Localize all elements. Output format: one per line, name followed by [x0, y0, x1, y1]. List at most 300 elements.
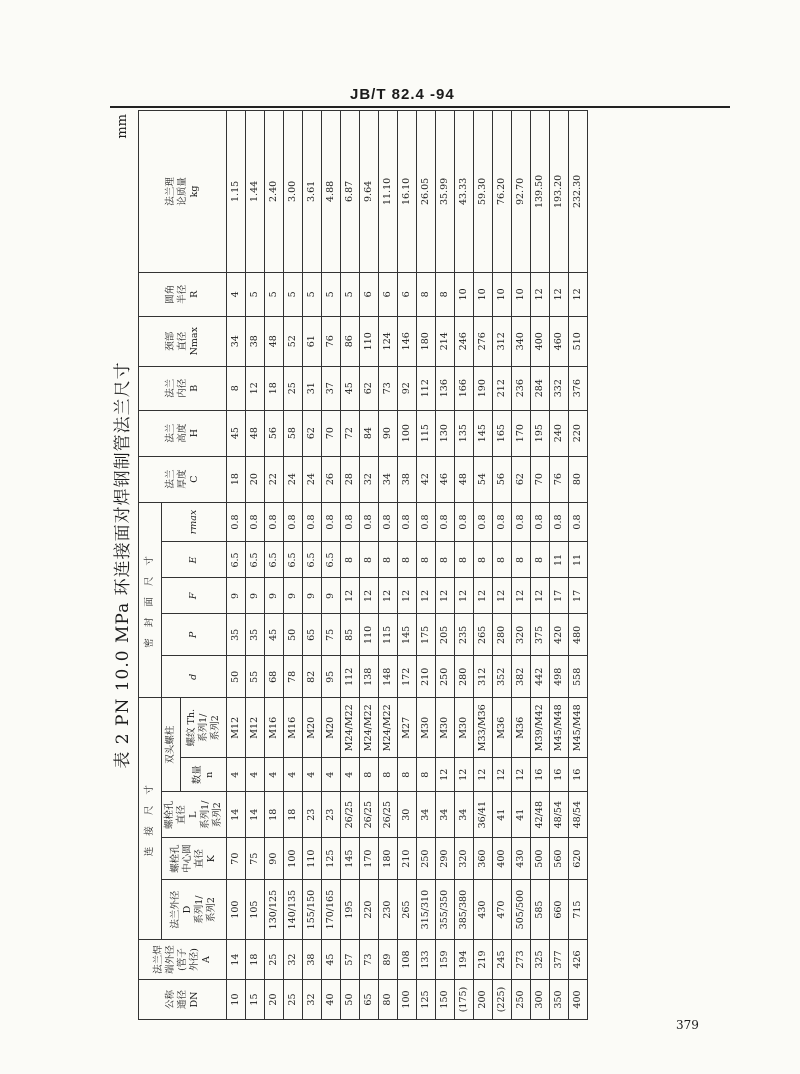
table-cell: 15 [246, 980, 265, 1020]
table-cell: 290 [436, 838, 455, 880]
table-cell: 136 [436, 366, 455, 410]
table-cell: M30 [417, 698, 436, 758]
flange-dimension-table [138, 110, 588, 1020]
table-cell: 18 [284, 792, 303, 838]
table-cell: 355/350 [436, 880, 455, 940]
table-cell: 470 [493, 880, 512, 940]
table-cell: 8 [417, 542, 436, 578]
table-cell: 300 [531, 980, 550, 1020]
table-row [360, 111, 379, 1020]
table-cell: 312 [474, 656, 493, 698]
table-cell: 8 [341, 542, 360, 578]
table-cell: 31 [303, 366, 322, 410]
table-cell: 1.44 [246, 111, 265, 273]
table-cell: M30 [455, 698, 474, 758]
table-cell: 325 [531, 940, 550, 980]
table-cell: 8 [360, 542, 379, 578]
table-cell: 245 [493, 940, 512, 980]
table-cell: 8 [417, 272, 436, 316]
table-cell: 80 [379, 980, 398, 1020]
header-h: 法兰 高度 H [139, 410, 227, 456]
header-dn: 公称 通径 DN [139, 980, 227, 1020]
header-a: 法兰焊 端外径 (管子 外径) A [139, 940, 227, 980]
table-cell: 50 [284, 614, 303, 656]
table-cell: 400 [493, 838, 512, 880]
table-cell: 56 [265, 410, 284, 456]
table-cell: 12 [474, 578, 493, 614]
table-cell: 125 [322, 838, 341, 880]
table-cell: M24/M22 [379, 698, 398, 758]
table-cell: 20 [246, 456, 265, 502]
header-f: F [162, 578, 227, 614]
table-row [436, 111, 455, 1020]
table-cell: 155/150 [303, 880, 322, 940]
table-cell: 170 [512, 410, 531, 456]
table-cell: 10 [493, 272, 512, 316]
table-cell: 16.10 [398, 111, 417, 273]
header-seal: 密 封 面 尺 寸 [139, 502, 162, 698]
table-cell: 8 [398, 758, 417, 792]
table-row [550, 111, 569, 1020]
table-cell: 0.8 [531, 502, 550, 542]
header-p: P [162, 614, 227, 656]
table-cell: 8 [360, 758, 379, 792]
table-cell: 6.5 [227, 542, 246, 578]
table-cell: 150 [436, 980, 455, 1020]
table-cell: 4 [227, 758, 246, 792]
table-cell: 16 [569, 758, 588, 792]
table-row [493, 111, 512, 1020]
table-cell: 498 [550, 656, 569, 698]
table-cell: M27 [398, 698, 417, 758]
table-cell: 85 [341, 614, 360, 656]
table-row [474, 111, 493, 1020]
table-cell: 165 [493, 410, 512, 456]
table-cell: 6.5 [265, 542, 284, 578]
table-cell: 112 [417, 366, 436, 410]
table-cell: (175) [455, 980, 474, 1020]
header-nmax: 颈部 直径 Nmax [139, 316, 227, 366]
table-cell: 110 [360, 316, 379, 366]
table-cell: 18 [265, 366, 284, 410]
table-cell: 172 [398, 656, 417, 698]
table-cell: 100 [227, 880, 246, 940]
table-cell: 193.20 [550, 111, 569, 273]
table-cell: 6.5 [246, 542, 265, 578]
header-rmax: rmax [162, 502, 227, 542]
table-cell: 17 [569, 578, 588, 614]
header-k: 螺栓孔 中心圆 直径 K [162, 838, 227, 880]
table-row [569, 111, 588, 1020]
table-cell: 210 [398, 838, 417, 880]
table-cell: 0.8 [512, 502, 531, 542]
table-cell: 4 [341, 758, 360, 792]
table-cell: 400 [569, 980, 588, 1020]
table-cell: 8 [417, 758, 436, 792]
table-cell: 25 [284, 980, 303, 1020]
table-cell: 82 [303, 656, 322, 698]
standard-number: JB/T 82.4 -94 [350, 86, 455, 103]
table-cell: 18 [246, 940, 265, 980]
table-cell: 61 [303, 316, 322, 366]
table-cell: 115 [417, 410, 436, 456]
table-cell: 76.20 [493, 111, 512, 273]
table-cell: 240 [550, 410, 569, 456]
table-cell: 6.5 [322, 542, 341, 578]
table-cell: 460 [550, 316, 569, 366]
table-cell: 70 [227, 838, 246, 880]
table-cell: 660 [550, 880, 569, 940]
table-cell: 78 [284, 656, 303, 698]
table-cell: 9 [322, 578, 341, 614]
table-cell: 22 [265, 456, 284, 502]
table-cell: 12 [398, 578, 417, 614]
table-cell: M16 [284, 698, 303, 758]
table-cell: 130 [436, 410, 455, 456]
table-cell: 332 [550, 366, 569, 410]
unit-label: mm [115, 114, 130, 139]
table-cell: 8 [436, 542, 455, 578]
table-cell: 6 [379, 272, 398, 316]
table-cell: 510 [569, 316, 588, 366]
table-cell: 24 [284, 456, 303, 502]
table-cell: 46 [436, 456, 455, 502]
table-cell: 26 [322, 456, 341, 502]
table-cell: 25 [265, 940, 284, 980]
table-cell: 8 [436, 272, 455, 316]
table-cell: M24/M22 [360, 698, 379, 758]
table-cell: 34 [379, 456, 398, 502]
table-cell: 190 [474, 366, 493, 410]
table-cell: 12 [379, 578, 398, 614]
table-cell: 125 [417, 980, 436, 1020]
table-cell: 18 [227, 456, 246, 502]
table-cell: 212 [493, 366, 512, 410]
table-cell: 18 [265, 792, 284, 838]
table-cell: 75 [246, 838, 265, 880]
table-cell: 58 [284, 410, 303, 456]
table-cell: 205 [436, 614, 455, 656]
table-cell: 8 [512, 542, 531, 578]
table-cell: 76 [322, 316, 341, 366]
table-cell: 220 [360, 880, 379, 940]
table-cell: 48 [455, 456, 474, 502]
table-row [322, 111, 341, 1020]
table-cell: 8 [531, 542, 550, 578]
table-cell: 8 [379, 758, 398, 792]
table-cell: 112 [341, 656, 360, 698]
table-cell: 175 [417, 614, 436, 656]
table-row [417, 111, 436, 1020]
table-cell: 43.33 [455, 111, 474, 273]
header-b: 法兰 内径 B [139, 366, 227, 410]
table-cell: 382 [512, 656, 531, 698]
table-cell: 35 [227, 614, 246, 656]
table-cell: 45 [227, 410, 246, 456]
table-cell: 16 [531, 758, 550, 792]
table-cell: 38 [303, 940, 322, 980]
table-cell: 124 [379, 316, 398, 366]
table-cell: 0.8 [360, 502, 379, 542]
table-cell: 90 [379, 410, 398, 456]
table-cell: 4 [246, 758, 265, 792]
table-cell: 48/54 [569, 792, 588, 838]
table-cell: 385/380 [455, 880, 474, 940]
table-cell: 34 [455, 792, 474, 838]
table-cell: 48/54 [550, 792, 569, 838]
table-cell: 0.8 [474, 502, 493, 542]
table-cell: 12 [436, 758, 455, 792]
table-cell: 5 [303, 272, 322, 316]
table-cell: 26/25 [360, 792, 379, 838]
table-cell: 12 [493, 758, 512, 792]
table-cell: 56 [493, 456, 512, 502]
table-cell: 65 [303, 614, 322, 656]
header-l: 螺栓孔 直径 L 系列1/ 系列2 [162, 792, 227, 838]
table-cell: 12 [455, 578, 474, 614]
table-cell: 11.10 [379, 111, 398, 273]
table-cell: 12 [474, 758, 493, 792]
table-cell: 170 [360, 838, 379, 880]
table-cell: 41 [493, 792, 512, 838]
table-cell: 0.8 [493, 502, 512, 542]
table-cell: 62 [360, 366, 379, 410]
table-cell: 9 [284, 578, 303, 614]
table-cell: 42/48 [531, 792, 550, 838]
table-cell: (225) [493, 980, 512, 1020]
header-rule [110, 106, 730, 108]
table-cell: 16 [550, 758, 569, 792]
table-cell: 86 [341, 316, 360, 366]
table-cell: 12 [341, 578, 360, 614]
table-cell: 350 [550, 980, 569, 1020]
table-cell: 430 [512, 838, 531, 880]
table-cell: 32 [284, 940, 303, 980]
rotated-table-region [110, 110, 730, 1020]
table-cell: 375 [531, 614, 550, 656]
table-cell: 4.88 [322, 111, 341, 273]
table-cell: 442 [531, 656, 550, 698]
table-cell: 0.8 [550, 502, 569, 542]
table-cell: 110 [303, 838, 322, 880]
table-cell: 280 [455, 656, 474, 698]
table-cell: 115 [379, 614, 398, 656]
table-cell: 62 [303, 410, 322, 456]
table-cell: 145 [474, 410, 493, 456]
table-cell: 8 [227, 366, 246, 410]
table-cell: 8 [398, 542, 417, 578]
table-cell: 0.8 [436, 502, 455, 542]
table-cell: 5 [246, 272, 265, 316]
table-cell: 42 [417, 456, 436, 502]
table-cell: 34 [227, 316, 246, 366]
table-cell: 0.8 [569, 502, 588, 542]
table-cell: 320 [455, 838, 474, 880]
table-cell: 133 [417, 940, 436, 980]
table-cell: 9 [265, 578, 284, 614]
table-cell: 430 [474, 880, 493, 940]
table-cell: 32 [360, 456, 379, 502]
table-cell: 28 [341, 456, 360, 502]
table-cell: 54 [474, 456, 493, 502]
table-cell: 110 [360, 614, 379, 656]
table-cell: 25 [284, 366, 303, 410]
table-cell: 12 [246, 366, 265, 410]
table-cell: 135 [455, 410, 474, 456]
table-cell: 4 [303, 758, 322, 792]
table-cell: 219 [474, 940, 493, 980]
table-cell: 138 [360, 656, 379, 698]
table-cell: 426 [569, 940, 588, 980]
table-cell: 8 [474, 542, 493, 578]
table-cell: 6.5 [284, 542, 303, 578]
table-row [531, 111, 550, 1020]
table-cell: 59.30 [474, 111, 493, 273]
table-cell: 265 [474, 614, 493, 656]
table-cell: 17 [550, 578, 569, 614]
table-cell: 0.8 [284, 502, 303, 542]
table-row [227, 111, 246, 1020]
table-cell: 400 [531, 316, 550, 366]
table-cell: M33/M36 [474, 698, 493, 758]
table-cell: M12 [227, 698, 246, 758]
table-cell: 148 [379, 656, 398, 698]
table-cell: 75 [322, 614, 341, 656]
table-cell: 45 [341, 366, 360, 410]
table-cell: 14 [227, 792, 246, 838]
table-cell: 95 [322, 656, 341, 698]
table-cell: 210 [417, 656, 436, 698]
table-cell: M24/M22 [341, 698, 360, 758]
table-cell: 8 [379, 542, 398, 578]
table-row [455, 111, 474, 1020]
table-cell: 2.40 [265, 111, 284, 273]
table-cell: 76 [550, 456, 569, 502]
header-n: 数量 n [181, 758, 227, 792]
table-cell: 100 [398, 410, 417, 456]
table-cell: 12 [512, 578, 531, 614]
table-cell: M20 [303, 698, 322, 758]
table-cell: 92.70 [512, 111, 531, 273]
table-cell: 90 [265, 838, 284, 880]
table-cell: M45/M48 [550, 698, 569, 758]
table-cell: 4 [322, 758, 341, 792]
table-cell: 500 [531, 838, 550, 880]
table-cell: 0.8 [303, 502, 322, 542]
table-cell: 0.8 [379, 502, 398, 542]
header-connect: 连 接 尺 寸 [139, 698, 162, 940]
table-caption: 表 2 PN 10.0 MPa 环连接面对焊钢制管法兰尺寸 [113, 361, 133, 769]
table-row [246, 111, 265, 1020]
table-cell: 340 [512, 316, 531, 366]
table-cell: 40 [322, 980, 341, 1020]
table-cell: 20 [265, 980, 284, 1020]
table-cell: 52 [284, 316, 303, 366]
table-cell: 1.15 [227, 111, 246, 273]
table-cell: 36/41 [474, 792, 493, 838]
table-cell: 194 [455, 940, 474, 980]
table-row [284, 111, 303, 1020]
table-cell: 195 [341, 880, 360, 940]
table-cell: 8 [455, 542, 474, 578]
table-cell: M36 [493, 698, 512, 758]
table-cell: 9.64 [360, 111, 379, 273]
table-cell: 0.8 [398, 502, 417, 542]
page-number: 379 [676, 1018, 699, 1032]
table-cell: 70 [531, 456, 550, 502]
table-cell: 9 [246, 578, 265, 614]
table-cell: 12 [569, 272, 588, 316]
table-cell: 6.87 [341, 111, 360, 273]
table-cell: 45 [322, 940, 341, 980]
table-cell: 159 [436, 940, 455, 980]
table-cell: 73 [379, 366, 398, 410]
table-row [379, 111, 398, 1020]
table-cell: 48 [246, 410, 265, 456]
table-cell: 34 [436, 792, 455, 838]
table-cell: 12 [550, 272, 569, 316]
table-cell: 230 [379, 880, 398, 940]
table-cell: 70 [322, 410, 341, 456]
table-cell: 0.8 [455, 502, 474, 542]
table-cell: 4 [227, 272, 246, 316]
table-cell: 11 [569, 542, 588, 578]
table-cell: 284 [531, 366, 550, 410]
table-cell: 32 [303, 980, 322, 1020]
table-cell: 170/165 [322, 880, 341, 940]
table-cell: 6.5 [303, 542, 322, 578]
table-cell: 352 [493, 656, 512, 698]
table-cell: 6 [360, 272, 379, 316]
table-cell: 68 [265, 656, 284, 698]
table-row [398, 111, 417, 1020]
table-cell: 92 [398, 366, 417, 410]
table-cell: 3.61 [303, 111, 322, 273]
table-body [227, 111, 588, 1020]
table-cell: 0.8 [322, 502, 341, 542]
table-cell: 24 [303, 456, 322, 502]
table-cell: 246 [455, 316, 474, 366]
table-row [341, 111, 360, 1020]
table-cell: 57 [341, 940, 360, 980]
table-cell: 65 [360, 980, 379, 1020]
table-cell: 73 [360, 940, 379, 980]
table-cell: 35.99 [436, 111, 455, 273]
table-cell: 232.30 [569, 111, 588, 273]
table-cell: 145 [398, 614, 417, 656]
table-cell: 250 [417, 838, 436, 880]
table-cell: 84 [360, 410, 379, 456]
table-cell: 12 [455, 758, 474, 792]
rotated-page-content [110, 110, 730, 1020]
header-c: 法兰 厚度 C [139, 456, 227, 502]
table-cell: 265 [398, 880, 417, 940]
table-cell: 105 [246, 880, 265, 940]
table-cell: 180 [379, 838, 398, 880]
table-cell: 376 [569, 366, 588, 410]
table-cell: 5 [284, 272, 303, 316]
table-cell: 195 [531, 410, 550, 456]
header-seal-d: d [162, 656, 227, 698]
table-cell: 30 [398, 792, 417, 838]
table-cell: 100 [398, 980, 417, 1020]
table-cell: 89 [379, 940, 398, 980]
table-cell: 620 [569, 838, 588, 880]
table-cell: 12 [493, 578, 512, 614]
table-cell: 38 [246, 316, 265, 366]
table-cell: M45/M48 [569, 698, 588, 758]
table-cell: 505/500 [512, 880, 531, 940]
